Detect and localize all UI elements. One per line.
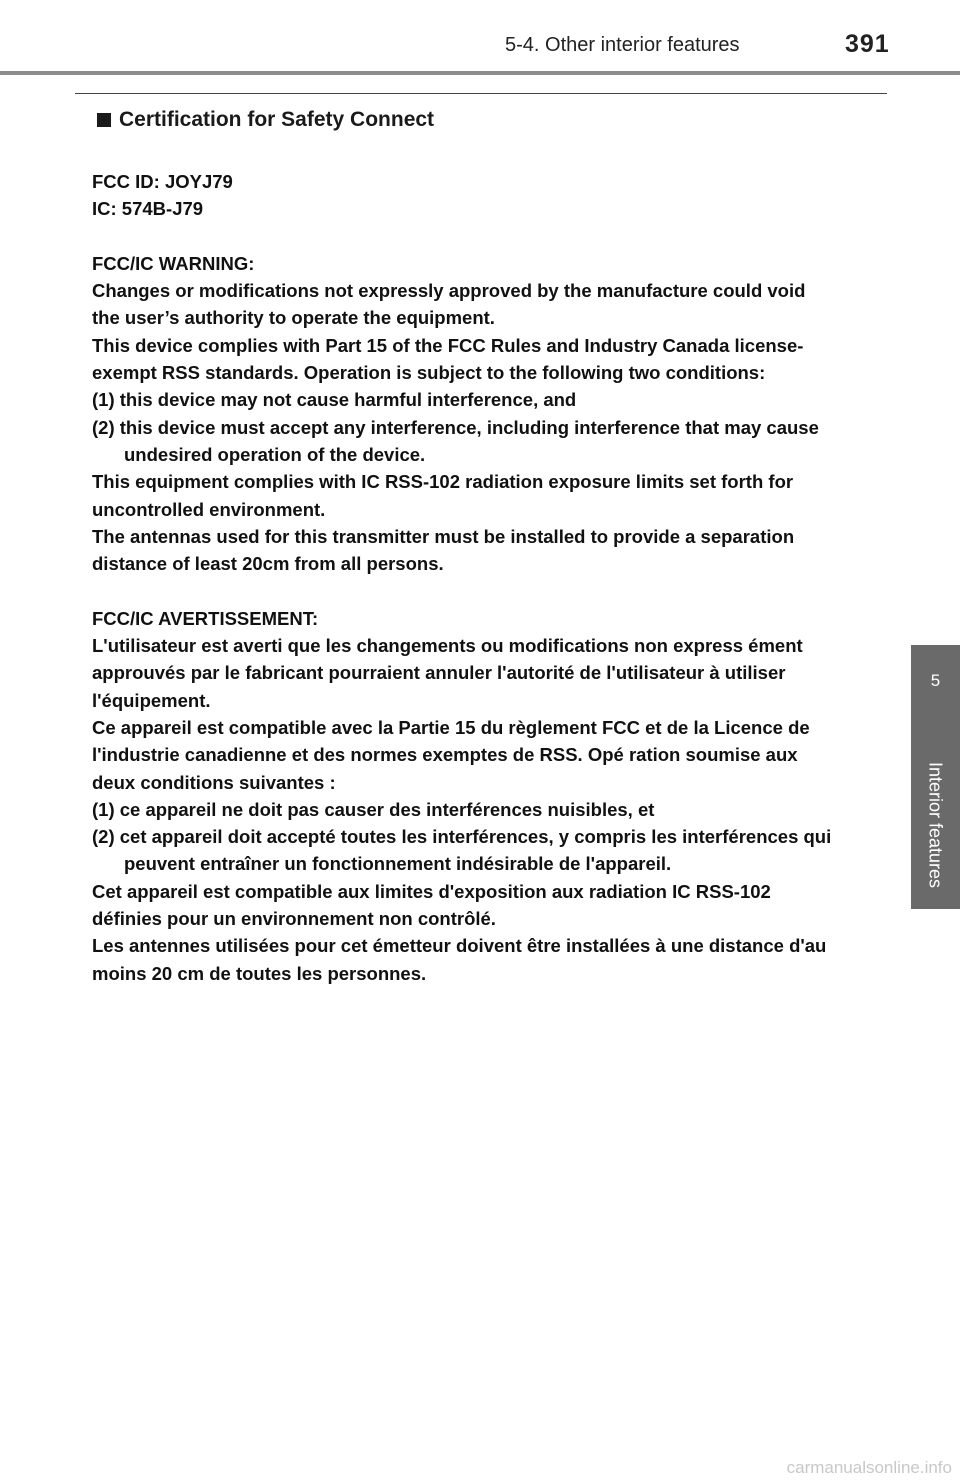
warning-fr-para4: Les antennes utilisées pour cet émetteur doivent être installées à une distance d'au moins 20 cm de toutes les personnes. — [92, 935, 827, 984]
square-bullet-icon — [97, 113, 111, 127]
warning-fr-para2: Ce appareil est compatible avec la Partie 15 du règlement FCC et de la Licence de l'industrie canadienne et des normes exemptes de RSS. Opé ration soumise aux deux conditions suivantes : — [92, 716, 810, 793]
warning-en-item1: (1) this device may not cause harmful interference, and — [92, 389, 577, 411]
warning-fr-item2: (2) cet appareil doit accepté toutes les interférences, y compris les interférences qui peuvent entraîner un fonctionnement indésirable de l'appareil. — [92, 826, 832, 875]
page-number: 391 — [845, 30, 890, 58]
ic-id-line: IC: 574B-J79 — [92, 198, 204, 220]
spacer — [92, 577, 832, 604]
warning-fr-para3: Cet appareil est compatible aux limites d'exposition aux radiation IC RSS-102 définies pour un environnement non contrôlé. — [92, 880, 771, 930]
warning-en-para3: This equipment complies with IC RSS-102 radiation exposure limits set forth for uncontrolled environment. — [92, 471, 794, 520]
fcc-id-line: FCC ID: JOYJ79 — [92, 171, 233, 192]
section-heading-text: Certification for Safety Connect — [119, 108, 435, 131]
warning-en-para1: Changes or modifications not expressly approved by the manufacture could void the user’s authority to operate the equipment. — [92, 280, 806, 329]
header-section-title: 5-4. Other interior features — [505, 34, 740, 56]
chapter-number: 5 — [930, 671, 941, 690]
warning-fr-title: FCC/IC AVERTISSEMENT: — [92, 607, 319, 629]
header-rule — [0, 71, 960, 75]
spacer — [92, 223, 832, 250]
chapter-label: Interior features — [925, 761, 946, 889]
warning-fr-para1: L'utilisateur est averti que les changements ou modifications non express ément approuvés par le fabricant pourraient annuler l'autorité de l'utilisateur à utiliser l'équipement. — [92, 635, 803, 711]
warning-en-title: FCC/IC WARNING: — [92, 252, 255, 274]
watermark: carmanualsonline.info — [786, 1458, 952, 1477]
section-heading — [97, 108, 434, 132]
warning-en-para2: This device complies with Part 15 of the FCC Rules and Industry Canada license-exempt RSS standards. Operation is subject to the following two conditions: — [92, 334, 804, 384]
warning-en-item2: (2) this device must accept any interference, including interference that may cause undesired operation of the device. — [92, 416, 819, 465]
chapter-side-tab[interactable] — [911, 645, 960, 909]
certification-label-image — [92, 168, 832, 987]
warning-fr-item1: (1) ce appareil ne doit pas causer des interférences nuisibles, et — [92, 798, 655, 820]
warning-en-para4: The antennas used for this transmitter must be installed to provide a separation distance of least 20cm from all persons. — [92, 525, 795, 575]
section-divider — [75, 93, 887, 94]
